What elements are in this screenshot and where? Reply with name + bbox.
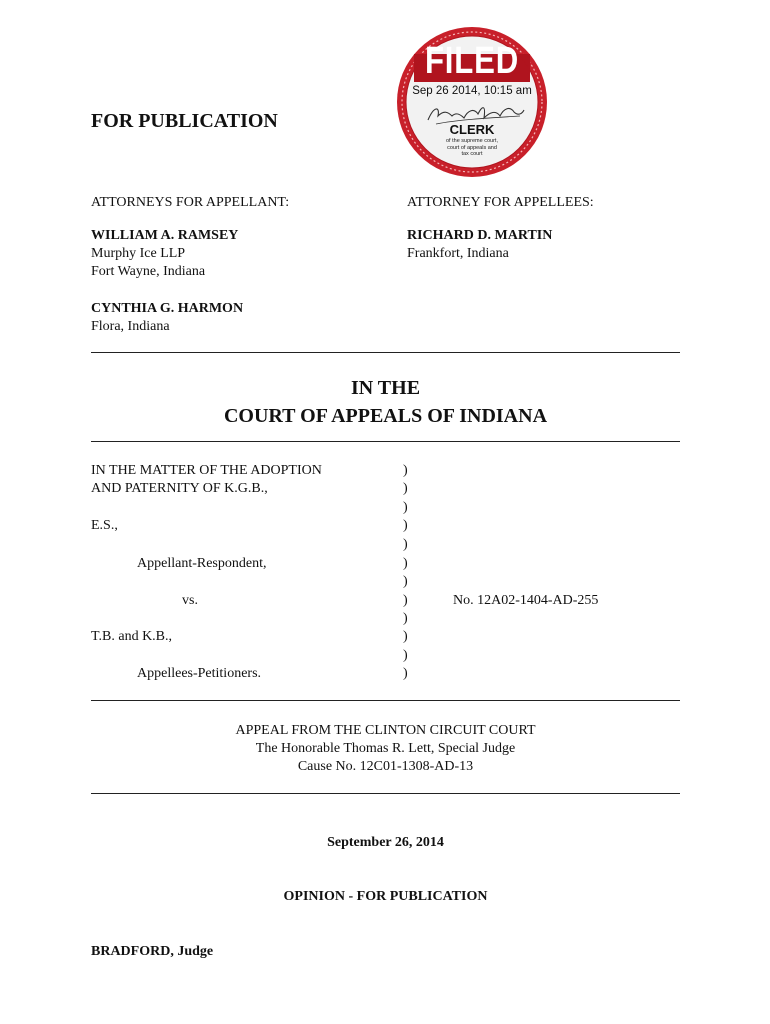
appellant-attorney-block xyxy=(91,227,238,281)
caption-paren: ) xyxy=(403,666,408,681)
court-title-line: COURT OF APPEALS OF INDIANA xyxy=(223,405,548,427)
caption-paren: ) xyxy=(403,463,408,478)
appellant-counsel-heading: ATTORNEYS FOR APPELLANT: xyxy=(91,195,290,210)
stamp-clerk-label: CLERK xyxy=(449,122,495,137)
caption-paren: ) xyxy=(403,481,408,496)
appellant-party: E.S., xyxy=(91,518,118,533)
attorney-name: RICHARD D. MARTIN xyxy=(407,228,553,243)
appellees-attorney-block xyxy=(407,227,552,263)
caption-paren: ) xyxy=(403,518,408,533)
versus-label: vs. xyxy=(182,593,198,608)
caption-paren: ) xyxy=(403,629,408,644)
divider xyxy=(91,700,680,701)
matter-line: AND PATERNITY OF K.G.B., xyxy=(91,481,268,496)
matter-line: IN THE MATTER OF THE ADOPTION xyxy=(91,463,322,478)
appeal-block xyxy=(91,722,680,776)
attorney-location: Fort Wayne, Indiana xyxy=(91,264,206,279)
divider xyxy=(91,441,680,442)
appellant-attorney-block xyxy=(91,300,243,336)
stamp-line: court of appeals and xyxy=(447,144,497,151)
filed-stamp xyxy=(396,26,548,178)
caption-paren: ) xyxy=(403,574,408,589)
appellant-role: Appellant-Respondent, xyxy=(137,556,267,571)
court-title xyxy=(91,374,680,430)
appellees-party: T.B. and K.B., xyxy=(91,629,173,644)
stamp-line: of the supreme court, xyxy=(446,138,498,144)
divider xyxy=(91,793,680,794)
court-title-line: IN THE xyxy=(350,377,421,399)
caption-paren: ) xyxy=(403,537,408,552)
caption-paren: ) xyxy=(403,593,408,608)
caption-paren: ) xyxy=(403,611,408,626)
stamp-line: tax court xyxy=(461,151,483,157)
stamp-filed-label: FILED xyxy=(424,40,520,82)
publication-heading: FOR PUBLICATION xyxy=(91,110,278,132)
appeal-from: APPEAL FROM THE CLINTON CIRCUIT COURT xyxy=(235,723,536,738)
divider xyxy=(91,352,680,353)
attorney-name: CYNTHIA G. HARMON xyxy=(91,301,244,316)
attorney-firm: Murphy Ice LLP xyxy=(91,246,186,261)
appeal-cause: Cause No. 12C01-1308-AD-13 xyxy=(297,759,474,774)
appellees-counsel-heading: ATTORNEY FOR APPELLEES: xyxy=(407,195,594,210)
author-judge: BRADFORD, Judge xyxy=(91,944,214,959)
decision-date: September 26, 2014 xyxy=(327,835,444,850)
appellees-role: Appellees-Petitioners. xyxy=(137,666,262,681)
appeal-judge: The Honorable Thomas R. Lett, Special Judge xyxy=(255,741,516,756)
attorney-name: WILLIAM A. RAMSEY xyxy=(91,228,239,243)
stamp-datetime: Sep 26 2014, 10:15 am xyxy=(412,85,532,97)
attorney-location: Frankfort, Indiana xyxy=(407,246,509,261)
opinion-label: OPINION - FOR PUBLICATION xyxy=(283,889,488,904)
attorney-location: Flora, Indiana xyxy=(91,319,170,334)
matter-title xyxy=(91,462,322,498)
caption-paren: ) xyxy=(403,648,408,663)
case-number: No. 12A02-1404-AD-255 xyxy=(453,593,599,608)
caption-paren: ) xyxy=(403,556,408,571)
caption-paren: ) xyxy=(403,500,408,515)
